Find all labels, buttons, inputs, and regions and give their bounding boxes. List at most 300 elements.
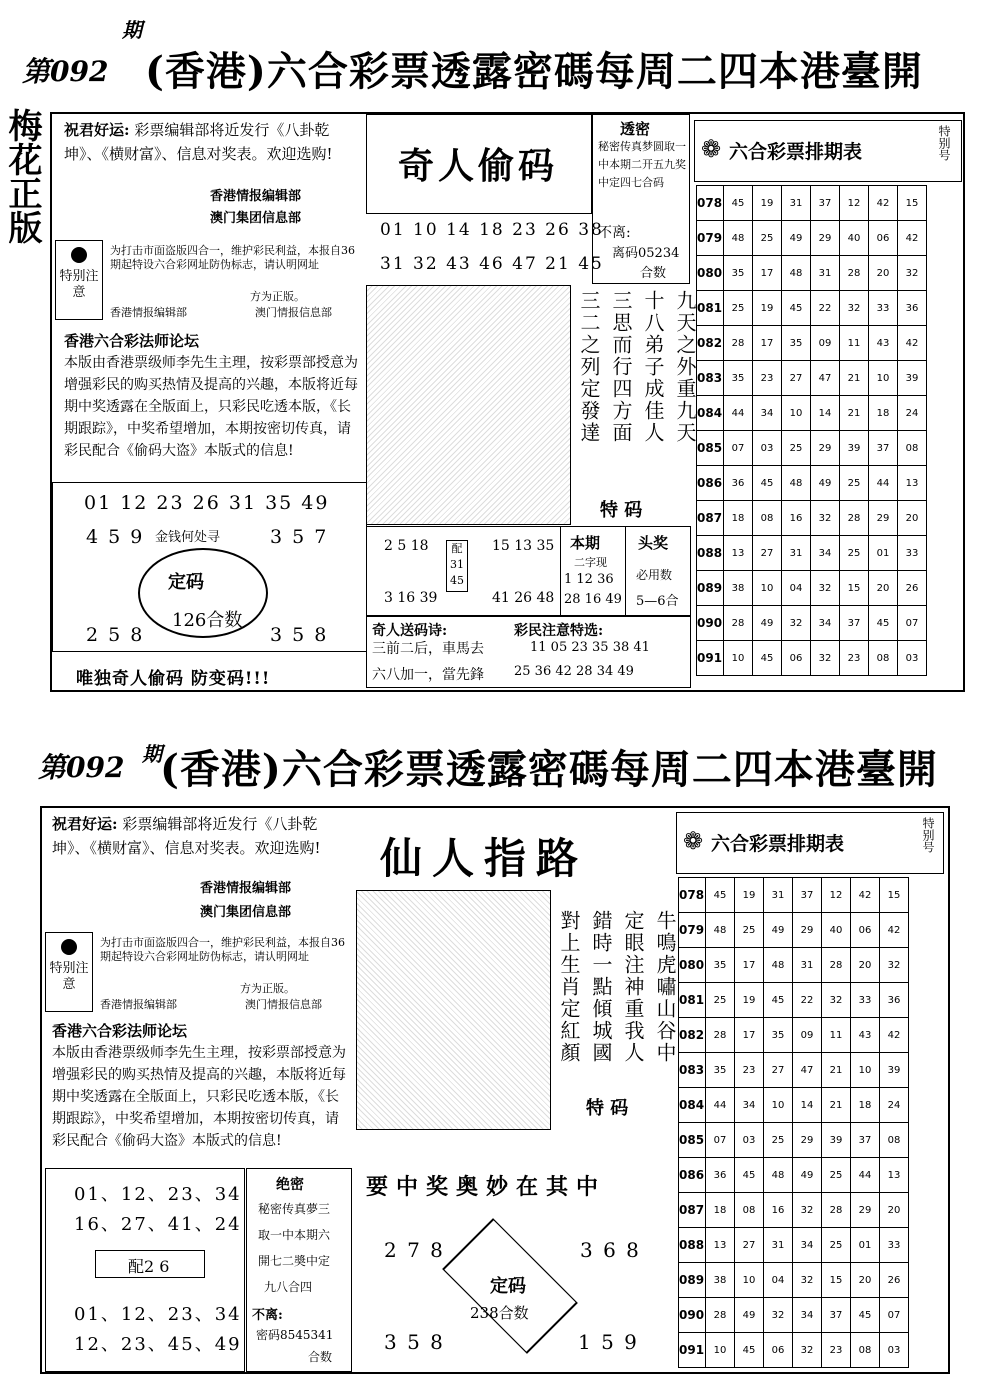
issue-number-2: 第092 xyxy=(38,751,125,784)
number-cell: 45 xyxy=(782,291,811,326)
number-cell: 06 xyxy=(782,641,811,676)
special-number-cell: 08 xyxy=(898,431,927,466)
benqi-title: 本期 xyxy=(570,534,601,552)
special-number-cell: 07 xyxy=(898,606,927,641)
caimin-l2: 25 36 42 28 34 49 xyxy=(514,664,634,679)
number-cell: 28 xyxy=(706,1018,735,1053)
center-title: 奇人偷码 xyxy=(398,145,559,187)
left-line-2: 16、27、41、24 xyxy=(74,1214,242,1235)
number-cell: 13 xyxy=(706,1228,735,1263)
number-cell: 48 xyxy=(764,948,793,983)
number-cell: 44 xyxy=(869,466,898,501)
number-cell: 23 xyxy=(822,1333,851,1368)
period-cell: 083 xyxy=(679,1053,706,1088)
number-cell: 12 xyxy=(840,186,869,221)
numbers-line: 01 12 23 26 31 35 49 xyxy=(84,492,330,514)
schedule-row xyxy=(697,431,927,466)
notice-sign2-2: 澳门情报信息部 xyxy=(245,998,322,1011)
number-cell: 18 xyxy=(706,1193,735,1228)
number-cell: 15 xyxy=(822,1263,851,1298)
schedule-table-bottom xyxy=(678,877,909,1368)
number-cell: 10 xyxy=(764,1088,793,1123)
number-cell: 29 xyxy=(851,1193,880,1228)
number-cell: 07 xyxy=(724,431,753,466)
poem-col-2: 十八弟子成佳人 xyxy=(641,290,665,444)
benqi-sub: 二字现 xyxy=(574,556,607,569)
number-cell: 03 xyxy=(753,431,782,466)
number-cell: 25 xyxy=(753,221,782,256)
toumi-heshu: 合数 xyxy=(640,266,667,281)
number-cell: 20 xyxy=(851,948,880,983)
number-cell: 15 xyxy=(840,571,869,606)
number-cell: 23 xyxy=(840,641,869,676)
juemi-line-1: 秘密传真夢三 xyxy=(258,1202,331,1216)
number-cell: 28 xyxy=(840,256,869,291)
left-line-1: 01、12、23、34 xyxy=(74,1184,242,1205)
slogan: 唯独奇人偷码 防变码!!! xyxy=(76,669,271,689)
number-cell: 28 xyxy=(840,501,869,536)
number-cell: 34 xyxy=(811,536,840,571)
center-title-2: 仙人指路 xyxy=(380,834,589,883)
toujiang-title: 头奖 xyxy=(638,534,669,552)
number-cell: 37 xyxy=(851,1123,880,1158)
schedule-row xyxy=(697,466,927,501)
number-cell: 40 xyxy=(822,913,851,948)
special-number-cell: 36 xyxy=(898,291,927,326)
schedule-row xyxy=(697,641,927,676)
schedule-row xyxy=(697,186,927,221)
period-cell: 079 xyxy=(679,913,706,948)
poem2-l1: 三前二后，車馬去 xyxy=(372,641,484,657)
number-cell: 14 xyxy=(811,396,840,431)
notice-text: 为打击市面盗版四合一，维护彩民利益，本报自36期起特设六合彩网址防伪标志，请认明网址 xyxy=(110,244,355,271)
schedule-row xyxy=(679,1158,909,1193)
juemi-buli: 不离: xyxy=(252,1308,283,1323)
greeting-text-2: 彩票编辑部将近发行《八卦乾坤》、《横财富》、信息对奖表。欢迎选购! xyxy=(52,815,321,857)
juemi-heshu: 合数 xyxy=(308,1350,333,1364)
issue-qi: 期 xyxy=(122,18,142,42)
number-cell: 28 xyxy=(822,1193,851,1228)
notice-label: 特别注意 xyxy=(59,269,99,300)
page-title: (香港)六合彩票透露密碼每周二四本港臺開 xyxy=(145,48,923,95)
number-cell: 35 xyxy=(724,361,753,396)
caimin-l1: 11 05 23 35 38 41 xyxy=(530,640,650,655)
number-cell: 25 xyxy=(840,536,869,571)
number-cell: 37 xyxy=(793,878,822,913)
number-cell: 37 xyxy=(811,186,840,221)
special-number-cell: 13 xyxy=(898,466,927,501)
number-cell: 18 xyxy=(869,396,898,431)
number-cell: 25 xyxy=(764,1123,793,1158)
number-cell: 45 xyxy=(724,186,753,221)
number-cell: 25 xyxy=(724,291,753,326)
schedule-row xyxy=(679,1333,909,1368)
toumi-buli: 不离: xyxy=(598,225,631,241)
number-cell: 45 xyxy=(753,641,782,676)
number-cell: 08 xyxy=(753,501,782,536)
number-cell: 35 xyxy=(706,948,735,983)
number-cell: 11 xyxy=(822,1018,851,1053)
special-number-cell: 07 xyxy=(880,1298,909,1333)
notice-label-2: 特别注意 xyxy=(49,961,89,992)
period-cell: 078 xyxy=(697,186,724,221)
schedule-row xyxy=(697,361,927,396)
number-cell: 27 xyxy=(753,536,782,571)
number-cell: 32 xyxy=(764,1298,793,1333)
dragon-icon: ❁ xyxy=(701,135,722,163)
number-cell: 45 xyxy=(851,1298,880,1333)
dingma-label: 定码 xyxy=(168,572,204,593)
number-cell: 08 xyxy=(851,1333,880,1368)
number-cell: 10 xyxy=(782,396,811,431)
number-cell: 49 xyxy=(782,221,811,256)
caimin-title: 彩民注意特选: xyxy=(514,623,604,639)
greeting-sign2-2: 澳门集团信息部 xyxy=(200,905,292,920)
forum-title: 香港六合彩法师论坛 xyxy=(64,332,200,350)
toumi-text: 秘密传真梦圆取一中本期二开五九奖中定四七合码 xyxy=(598,140,686,189)
special-number-cell: 42 xyxy=(880,1018,909,1053)
bomb-icon xyxy=(71,247,87,263)
number-cell: 32 xyxy=(793,1193,822,1228)
period-cell: 088 xyxy=(697,536,724,571)
number-cell: 06 xyxy=(851,913,880,948)
number-cell: 10 xyxy=(869,361,898,396)
number-cell: 23 xyxy=(735,1053,764,1088)
arc-text: 金钱何处寻 xyxy=(155,530,221,545)
period-cell: 083 xyxy=(697,361,724,396)
benqi-n1: 1 12 36 xyxy=(564,572,614,587)
number-cell: 45 xyxy=(706,878,735,913)
schedule-row xyxy=(679,878,909,913)
number-cell: 39 xyxy=(840,431,869,466)
arc-text-2: 要中奖奥妙在其中 xyxy=(366,1174,607,1200)
period-cell: 080 xyxy=(679,948,706,983)
juemi-line-2: 取一中本期六 xyxy=(258,1228,331,1242)
number-cell: 33 xyxy=(851,983,880,1018)
period-cell: 086 xyxy=(679,1158,706,1193)
period-cell: 088 xyxy=(679,1228,706,1263)
period-cell: 086 xyxy=(697,466,724,501)
number-cell: 31 xyxy=(764,878,793,913)
greeting-sign2: 澳门集团信息部 xyxy=(210,211,302,226)
bottom-right-nums: 3 5 8 xyxy=(270,624,329,646)
dingma-label-2: 定码 xyxy=(490,1276,526,1297)
number-cell: 12 xyxy=(822,878,851,913)
special-number-cell: 08 xyxy=(880,1123,909,1158)
schedule-row xyxy=(697,256,927,291)
number-cell: 21 xyxy=(822,1088,851,1123)
period-cell: 078 xyxy=(679,878,706,913)
number-cell: 44 xyxy=(724,396,753,431)
number-cell: 31 xyxy=(782,536,811,571)
number-cell: 31 xyxy=(811,256,840,291)
special-number-cell: 26 xyxy=(880,1263,909,1298)
greeting-label: 祝君好运: xyxy=(64,121,130,139)
number-cell: 37 xyxy=(822,1298,851,1333)
forum-text-2: 本版由香港票级师李先生主理，按彩票部授意为增强彩民的购买热情及提高的兴趣，本版将近每期中奖透露在全版面上，只彩民吃透本版，《长期跟踪》，中奖希望增加，本期按密切传真，请彩民配合《偷码大盗》本版式的信息! xyxy=(52,1045,346,1149)
number-cell: 23 xyxy=(753,361,782,396)
number-cell: 43 xyxy=(869,326,898,361)
schedule-row xyxy=(697,501,927,536)
schedule-row xyxy=(679,983,909,1018)
schedule-row xyxy=(679,1263,909,1298)
special-number-cell: 13 xyxy=(880,1158,909,1193)
number-cell: 45 xyxy=(735,1158,764,1193)
number-cell: 34 xyxy=(811,606,840,641)
poem-columns xyxy=(576,290,698,490)
number-cell: 03 xyxy=(735,1123,764,1158)
number-cell: 25 xyxy=(706,983,735,1018)
bl-nums: 3 5 8 xyxy=(384,1330,445,1354)
schedule-row xyxy=(679,1228,909,1263)
number-cell: 43 xyxy=(851,1018,880,1053)
number-cell: 28 xyxy=(724,606,753,641)
number-cell: 32 xyxy=(840,291,869,326)
number-cell: 06 xyxy=(869,221,898,256)
number-cell: 35 xyxy=(706,1053,735,1088)
number-cell: 29 xyxy=(869,501,898,536)
number-cell: 47 xyxy=(811,361,840,396)
pei-l1: 2 5 18 xyxy=(384,538,429,554)
notice-tail-2: 方为正版。 xyxy=(240,982,295,995)
number-cell: 21 xyxy=(840,396,869,431)
number-cell: 18 xyxy=(851,1088,880,1123)
special-number-cell: 24 xyxy=(898,396,927,431)
number-cell: 48 xyxy=(706,913,735,948)
schedule-row xyxy=(679,1193,909,1228)
number-cell: 35 xyxy=(724,256,753,291)
number-cell: 48 xyxy=(764,1158,793,1193)
number-cell: 04 xyxy=(782,571,811,606)
period-cell: 087 xyxy=(697,501,724,536)
forum-text: 本版由香港票级师李先生主理，按彩票部授意为增强彩民的购买热情及提高的兴趣，本版将近每期中奖透露在全版面上，只彩民吃透本版，《长期跟踪》，中奖希望增加，本期按密切传真，请彩民配合《偷码大盗》本版式的信息! xyxy=(64,355,358,459)
number-cell: 09 xyxy=(793,1018,822,1053)
number-cell: 49 xyxy=(793,1158,822,1193)
poem-col-1: 九天之外重九天 xyxy=(673,290,697,444)
special-number-cell: 33 xyxy=(880,1228,909,1263)
number-cell: 31 xyxy=(782,186,811,221)
number-cell: 29 xyxy=(811,221,840,256)
pei-r2: 41 26 48 xyxy=(492,590,555,606)
illustration-image xyxy=(366,285,571,525)
period-cell: 079 xyxy=(697,221,724,256)
number-cell: 25 xyxy=(840,466,869,501)
period-cell: 091 xyxy=(697,641,724,676)
special-number-cell: 33 xyxy=(898,536,927,571)
number-cell: 33 xyxy=(869,291,898,326)
number-cell: 45 xyxy=(735,1333,764,1368)
greeting xyxy=(64,118,354,166)
number-cell: 36 xyxy=(706,1158,735,1193)
special-number-cell: 39 xyxy=(880,1053,909,1088)
greeting-sign1: 香港情报编辑部 xyxy=(210,189,302,204)
number-cell: 31 xyxy=(764,1228,793,1263)
number-cell: 10 xyxy=(724,641,753,676)
number-cell: 29 xyxy=(811,431,840,466)
number-cell: 29 xyxy=(793,913,822,948)
number-cell: 20 xyxy=(851,1263,880,1298)
schedule-row xyxy=(679,913,909,948)
special-number-cell: 42 xyxy=(880,913,909,948)
number-cell: 32 xyxy=(782,606,811,641)
schedule-row xyxy=(679,1018,909,1053)
schedule-row xyxy=(697,606,927,641)
schedule-tebie: 特别号 xyxy=(937,125,951,161)
poem-col-4: 三二之列定發達 xyxy=(577,290,601,444)
greeting-2 xyxy=(52,812,342,860)
number-cell: 32 xyxy=(811,571,840,606)
period-cell: 081 xyxy=(679,983,706,1018)
special-number-cell: 42 xyxy=(898,221,927,256)
notice-badge xyxy=(55,240,103,320)
benqi-n2: 28 16 49 xyxy=(564,592,622,607)
number-cell: 11 xyxy=(840,326,869,361)
side-label: 梅花正版 xyxy=(2,108,42,244)
special-number-cell: 03 xyxy=(898,641,927,676)
right-nums: 3 5 7 xyxy=(270,526,329,548)
number-cell: 34 xyxy=(735,1088,764,1123)
left-nums: 4 5 9 xyxy=(86,526,145,548)
notice-badge-2 xyxy=(45,932,93,1012)
notice-tail: 方为正版。 xyxy=(250,290,305,303)
schedule-row xyxy=(679,1053,909,1088)
number-cell: 20 xyxy=(869,571,898,606)
forum-title-2: 香港六合彩法师论坛 xyxy=(52,1022,188,1040)
number-cell: 44 xyxy=(706,1088,735,1123)
poem2-col-1: 牛鳴虎嘯山谷中 xyxy=(653,910,677,1064)
number-cell: 08 xyxy=(869,641,898,676)
poem2-col-2: 定眼注神重我人 xyxy=(621,910,645,1064)
number-cell: 28 xyxy=(822,948,851,983)
number-cell: 27 xyxy=(735,1228,764,1263)
br-nums: 1 5 9 xyxy=(578,1330,639,1354)
pei-r1: 15 13 35 xyxy=(492,538,555,554)
schedule-row xyxy=(697,571,927,606)
period-cell: 084 xyxy=(697,396,724,431)
number-cell: 44 xyxy=(851,1158,880,1193)
schedule-row xyxy=(679,1088,909,1123)
period-cell: 087 xyxy=(679,1193,706,1228)
number-cell: 38 xyxy=(706,1263,735,1298)
special-number-cell: 42 xyxy=(898,326,927,361)
poem-col-3: 三思而行四方面 xyxy=(609,290,633,444)
number-cell: 31 xyxy=(793,948,822,983)
notice-sign2: 澳门情报信息部 xyxy=(255,306,332,319)
number-cell: 10 xyxy=(851,1053,880,1088)
number-cell: 42 xyxy=(869,186,898,221)
schedule-row xyxy=(697,221,927,256)
poem2-l2: 六八加一，當先鋒 xyxy=(372,667,484,683)
number-cell: 37 xyxy=(869,431,898,466)
number-cell: 04 xyxy=(764,1263,793,1298)
number-cell: 34 xyxy=(793,1298,822,1333)
number-cell: 32 xyxy=(822,983,851,1018)
bottom-left-nums: 2 5 8 xyxy=(86,624,145,646)
number-cell: 40 xyxy=(840,221,869,256)
special-number-cell: 32 xyxy=(880,948,909,983)
schedule-row xyxy=(679,1298,909,1333)
number-cell: 37 xyxy=(840,606,869,641)
schedule-tebie-2: 特别号 xyxy=(921,817,935,853)
number-cell: 17 xyxy=(735,1018,764,1053)
number-cell: 22 xyxy=(811,291,840,326)
poem2-title: 奇人送码诗: xyxy=(372,623,448,639)
greeting-text: 彩票编辑部将近发行《八卦乾坤》、《横财富》、信息对奖表。欢迎选购! xyxy=(64,121,333,163)
number-cell: 21 xyxy=(822,1053,851,1088)
number-cell: 18 xyxy=(724,501,753,536)
tema-label-2: 特 码 xyxy=(586,1098,629,1119)
greeting-sign1-2: 香港情报编辑部 xyxy=(200,881,292,896)
number-cell: 25 xyxy=(822,1158,851,1193)
number-cell: 45 xyxy=(753,466,782,501)
number-cell: 45 xyxy=(869,606,898,641)
schedule-header-bottom xyxy=(676,812,944,874)
number-cell: 35 xyxy=(764,1018,793,1053)
number-cell: 35 xyxy=(782,326,811,361)
notice-sign1-2: 香港情报编辑部 xyxy=(100,998,177,1011)
juemi-title: 绝密 xyxy=(276,1177,304,1193)
number-cell: 48 xyxy=(782,256,811,291)
number-cell: 08 xyxy=(735,1193,764,1228)
toujiang-sub: 必用数 xyxy=(636,568,673,582)
period-cell: 084 xyxy=(679,1088,706,1123)
poem2-col-4: 對上生肖定紅顏 xyxy=(557,910,581,1064)
number-cell: 49 xyxy=(735,1298,764,1333)
special-number-cell: 20 xyxy=(898,501,927,536)
tl-nums: 2 7 8 xyxy=(384,1238,445,1262)
number-cell: 07 xyxy=(706,1123,735,1158)
illustration-image-2 xyxy=(356,890,551,1130)
number-cell: 25 xyxy=(822,1228,851,1263)
special-number-cell: 24 xyxy=(880,1088,909,1123)
period-cell: 085 xyxy=(697,431,724,466)
toumi-lima: 离码05234 xyxy=(612,246,680,261)
number-cell: 16 xyxy=(764,1193,793,1228)
number-cell: 09 xyxy=(811,326,840,361)
number-cell: 13 xyxy=(724,536,753,571)
schedule-row xyxy=(697,396,927,431)
left-line-4: 12、23、45、49 xyxy=(74,1334,242,1355)
center-nums1: 01 10 14 18 23 26 38 xyxy=(380,220,604,240)
number-cell: 49 xyxy=(764,913,793,948)
period-cell: 091 xyxy=(679,1333,706,1368)
pei-l2: 3 16 39 xyxy=(384,590,438,606)
number-cell: 16 xyxy=(782,501,811,536)
number-cell: 47 xyxy=(793,1053,822,1088)
number-cell: 10 xyxy=(753,571,782,606)
tema-label: 特 码 xyxy=(600,500,643,521)
notice-sign1: 香港情报编辑部 xyxy=(110,306,187,319)
number-cell: 34 xyxy=(753,396,782,431)
schedule-row xyxy=(679,948,909,983)
number-cell: 32 xyxy=(811,501,840,536)
period-cell: 082 xyxy=(679,1018,706,1053)
number-cell: 22 xyxy=(793,983,822,1018)
schedule-header-top xyxy=(694,120,962,182)
number-cell: 19 xyxy=(735,878,764,913)
number-cell: 45 xyxy=(764,983,793,1018)
dingma-heshu-2: 238合数 xyxy=(470,1304,529,1322)
period-cell: 085 xyxy=(679,1123,706,1158)
schedule-table-top xyxy=(696,185,927,676)
special-number-cell: 15 xyxy=(880,878,909,913)
number-cell: 39 xyxy=(822,1123,851,1158)
page-title-2: (香港)六合彩票透露密碼每周二四本港臺開 xyxy=(160,746,938,793)
greeting-label-2: 祝君好运: xyxy=(52,815,118,833)
number-cell: 28 xyxy=(724,326,753,361)
number-cell: 32 xyxy=(793,1333,822,1368)
center-nums2: 31 32 43 46 47 21 45 xyxy=(380,254,604,274)
